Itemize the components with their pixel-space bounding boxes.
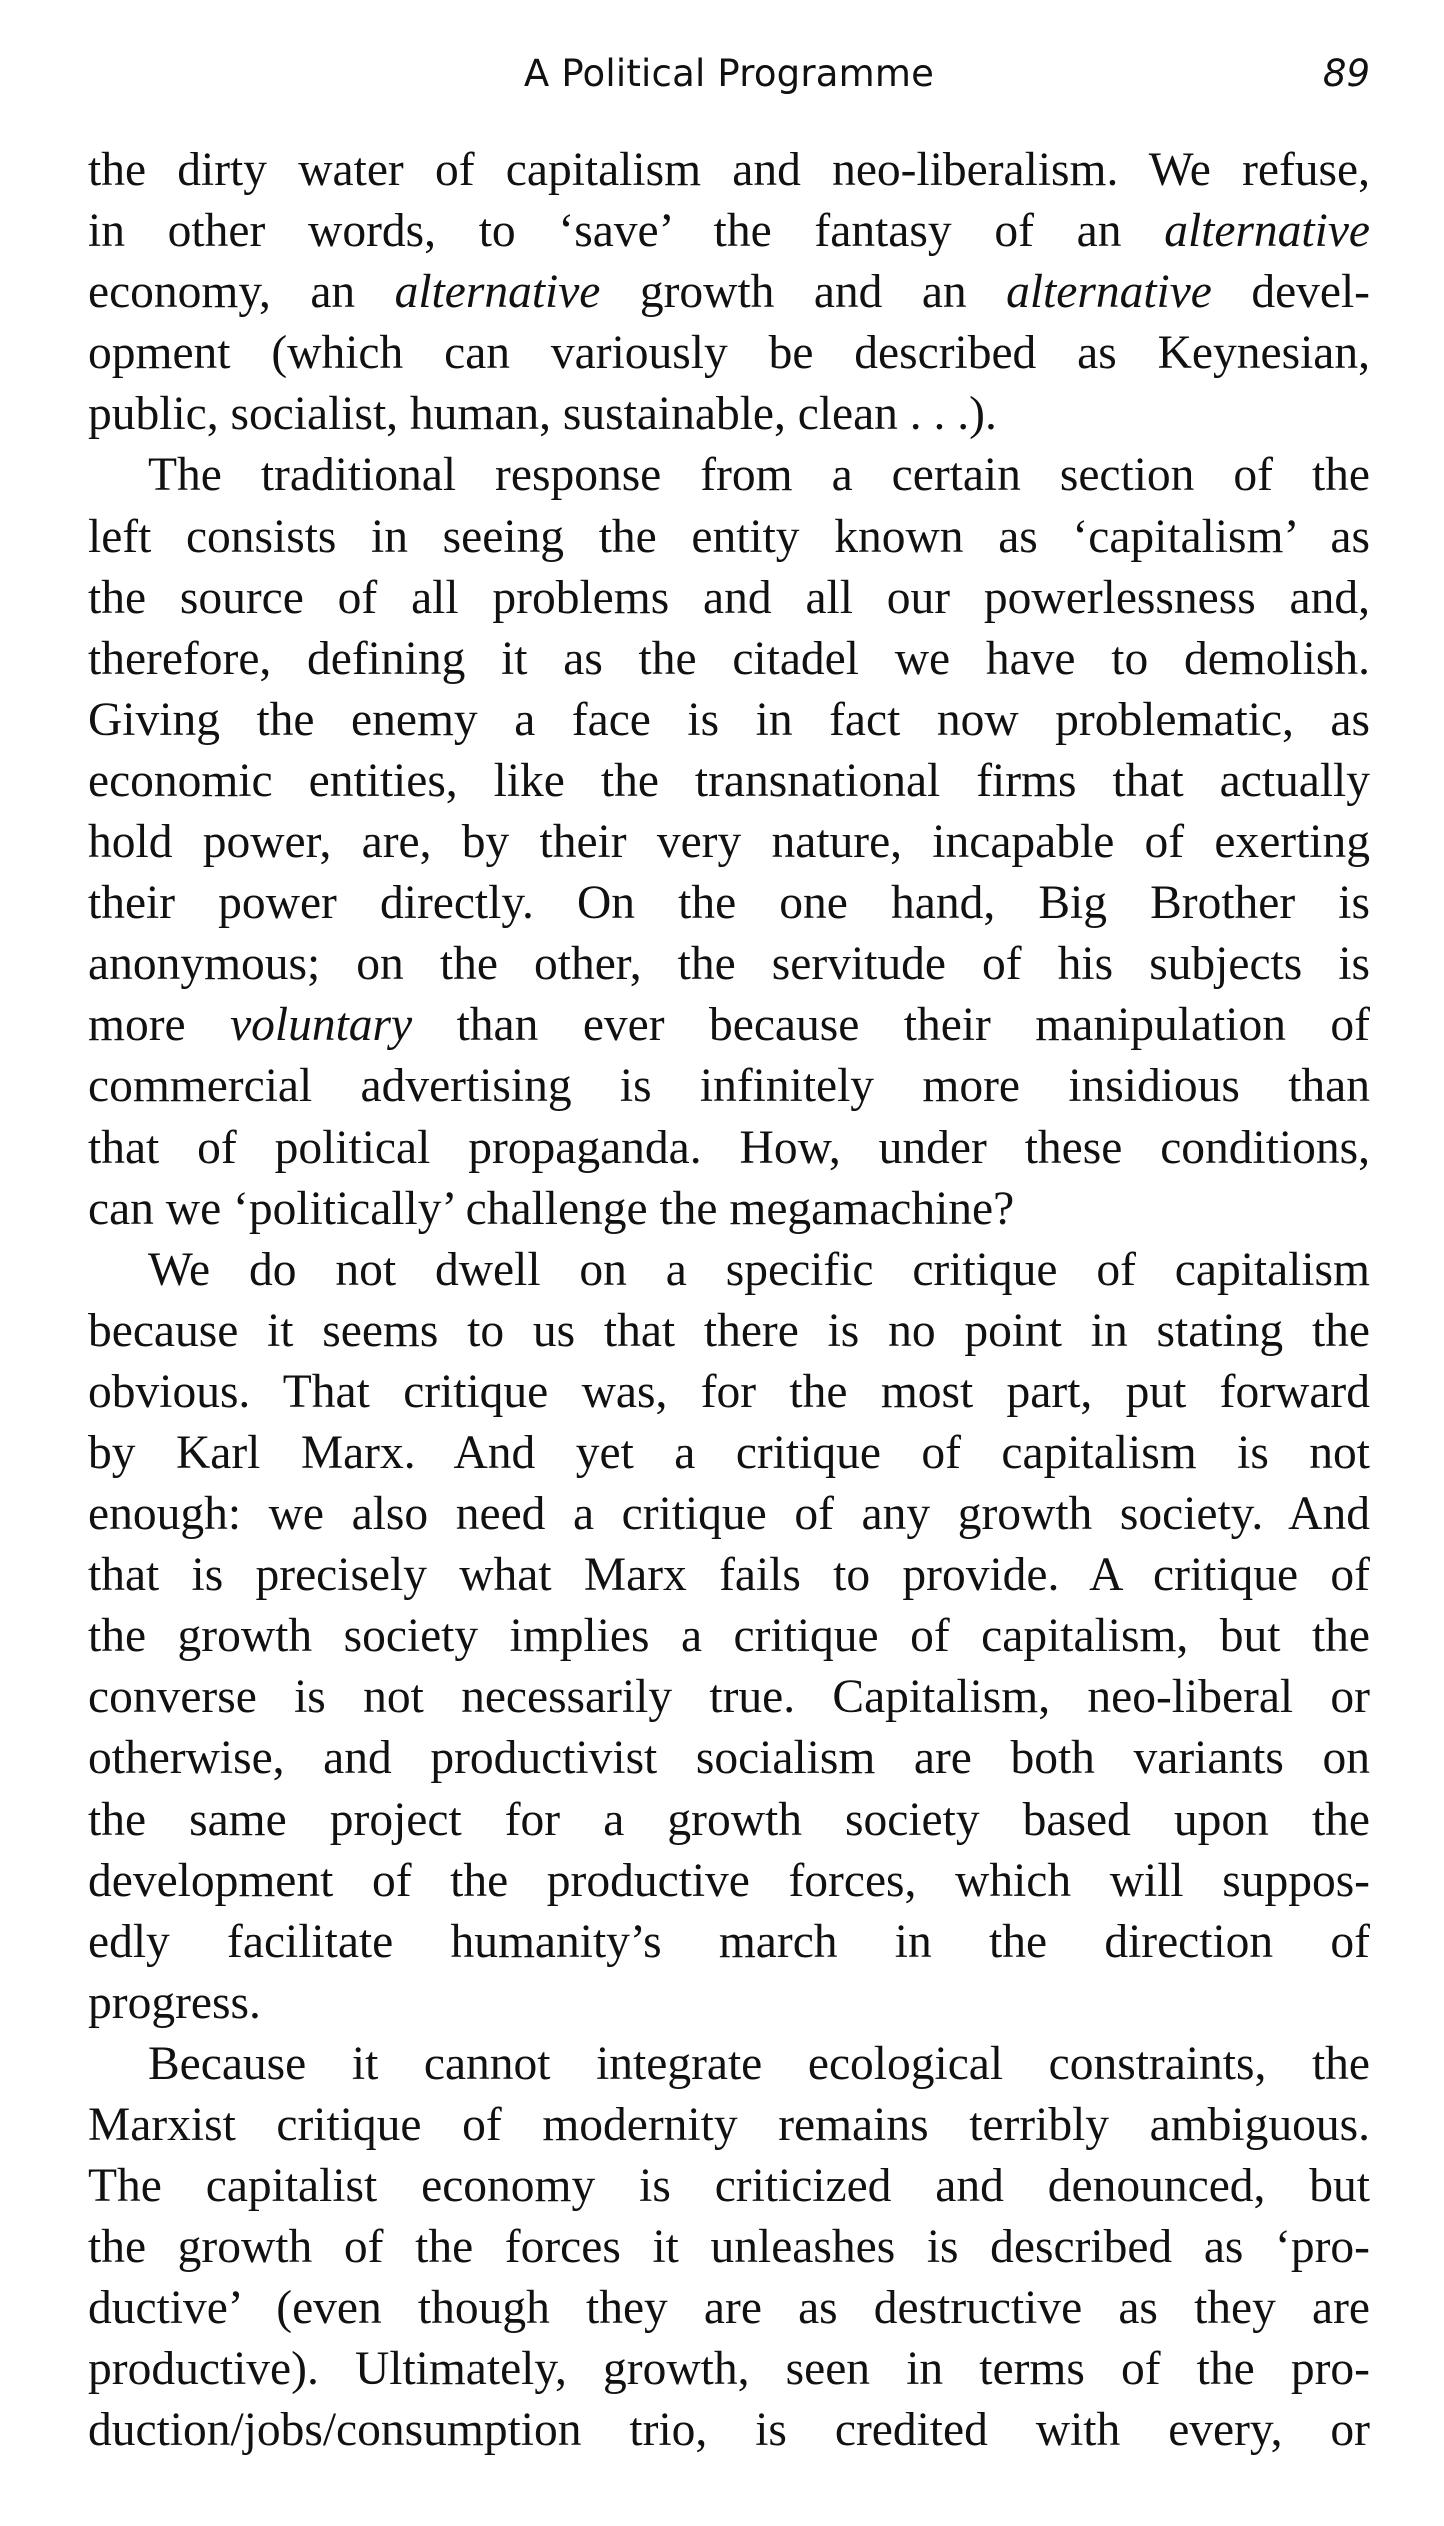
page-number: 89 xyxy=(1322,52,1370,95)
text-line xyxy=(88,2034,1370,2095)
text-line xyxy=(88,1423,1370,1484)
text-line xyxy=(88,934,1370,995)
text-line xyxy=(88,1362,1370,1423)
text-run: Because it cannot integrate ecological constraints, the xyxy=(148,2037,1370,2090)
text-line xyxy=(88,2217,1370,2278)
text-line xyxy=(88,1790,1370,1851)
text-line xyxy=(88,568,1370,629)
text-line xyxy=(88,1912,1370,1973)
paragraph xyxy=(88,2034,1370,2462)
text-run: obvious. That critique was, for the most part, put forward xyxy=(88,1365,1370,1418)
running-head xyxy=(88,52,1370,112)
text-run: commercial advertising is infinitely more insidious than xyxy=(88,1060,1370,1113)
text-run: hold power, are, by their very nature, incapable of exerting xyxy=(88,816,1370,869)
italic-text: alternative xyxy=(1164,205,1370,258)
text-line xyxy=(88,629,1370,690)
text-line xyxy=(88,812,1370,873)
text-run: economy, an xyxy=(88,266,395,319)
text-run: their power directly. On the one hand, Big Brother is xyxy=(88,877,1370,930)
text-run: economic entities, like the transnational firms that actually xyxy=(88,754,1370,807)
text-line xyxy=(88,1606,1370,1667)
text-run: anonymous; on the other, the servitude of his subjects is xyxy=(88,938,1370,991)
text-line xyxy=(88,2339,1370,2400)
text-line xyxy=(88,1240,1370,1301)
text-line xyxy=(88,1179,1370,1240)
italic-text: alternative xyxy=(394,266,601,319)
text-run: The capitalist economy is criticized and denounced, but xyxy=(88,2160,1370,2213)
text-line xyxy=(88,2400,1370,2461)
text-run: because it seems to us that there is no point in stating the xyxy=(88,1304,1370,1357)
paragraph xyxy=(88,445,1370,1239)
text-line xyxy=(88,445,1370,506)
text-run: opment (which can variously be described as Keynesian, xyxy=(88,327,1370,380)
text-line xyxy=(88,690,1370,751)
text-run: in other words, to ‘save’ the fantasy of an xyxy=(88,205,1165,258)
italic-text: alternative xyxy=(1006,266,1212,319)
text-line xyxy=(88,201,1370,262)
text-run: growth and an xyxy=(600,266,1007,319)
text-line xyxy=(88,1667,1370,1728)
text-line xyxy=(88,140,1370,201)
text-line xyxy=(88,384,1370,445)
text-run: more xyxy=(88,999,231,1052)
running-title: A Political Programme xyxy=(523,52,935,95)
text-line xyxy=(88,1301,1370,1362)
text-run: devel- xyxy=(1211,266,1371,319)
text-run: the growth society implies a critique of capitalism, but the xyxy=(88,1610,1370,1663)
text-line xyxy=(88,873,1370,934)
text-run: the dirty water of capitalism and neo-liberalism. We refuse, xyxy=(88,144,1370,196)
text-line xyxy=(88,323,1370,384)
text-run: the growth of the forces it unleashes is described as ‘pro- xyxy=(88,2221,1370,2274)
text-run: The traditional response from a certain section of the xyxy=(148,449,1370,502)
italic-text: voluntary xyxy=(230,999,413,1052)
text-line xyxy=(88,1545,1370,1606)
text-run: duction/jobs/consumption trio, is credited with every, or xyxy=(88,2404,1370,2457)
text-run: ductive’ (even though they are as destructive as they are xyxy=(88,2282,1370,2335)
text-run: converse is not necessarily true. Capitalism, neo-liberal or xyxy=(88,1671,1370,1724)
text-run: therefore, defining it as the citadel we have to demolish. xyxy=(88,632,1370,685)
text-line xyxy=(88,751,1370,812)
text-line xyxy=(88,2095,1370,2156)
text-run: edly facilitate humanity’s march in the direction of xyxy=(88,1915,1370,1968)
text-run: enough: we also need a critique of any growth society. And xyxy=(88,1488,1370,1541)
text-run: We do not dwell on a specific critique of capitalism xyxy=(148,1243,1370,1296)
paragraph xyxy=(88,1240,1370,2034)
text-run: left consists in seeing the entity known as ‘capitalism’ as xyxy=(88,510,1370,563)
text-run: Giving the enemy a face is in fact now problematic, as xyxy=(88,693,1370,746)
text-line xyxy=(88,1851,1370,1912)
text-line xyxy=(88,1118,1370,1179)
text-run: otherwise, and productivist socialism are both variants on xyxy=(88,1732,1370,1785)
text-line xyxy=(88,507,1370,568)
text-line xyxy=(88,262,1370,323)
text-run: can we ‘politically’ challenge the megamachine? xyxy=(88,1182,1015,1235)
text-run: that is precisely what Marx fails to provide. A critique of xyxy=(88,1549,1370,1602)
text-run: the source of all problems and all our powerlessness and, xyxy=(88,571,1370,624)
text-run: public, socialist, human, sustainable, clean . . .). xyxy=(88,388,997,441)
body-text xyxy=(88,140,1370,2462)
text-line xyxy=(88,2278,1370,2339)
text-run: Marxist critique of modernity remains terribly ambiguous. xyxy=(88,2099,1370,2151)
text-run: than ever because their manipulation of xyxy=(412,999,1370,1052)
text-line xyxy=(88,1484,1370,1545)
text-run: development of the productive forces, which will suppos- xyxy=(88,1854,1370,1907)
text-line xyxy=(88,1973,1370,2034)
text-run: that of political propaganda. How, under these conditions, xyxy=(88,1121,1370,1174)
text-run: productive). Ultimately, growth, seen in terms of the pro- xyxy=(88,2343,1370,2396)
text-line xyxy=(88,995,1370,1056)
paragraph xyxy=(88,140,1370,445)
text-run: the same project for a growth society based upon the xyxy=(88,1793,1370,1846)
text-line xyxy=(88,1056,1370,1117)
text-line xyxy=(88,1728,1370,1789)
text-run: progress. xyxy=(88,1976,261,2029)
text-run: by Karl Marx. And yet a critique of capitalism is not xyxy=(88,1426,1370,1479)
text-line xyxy=(88,2156,1370,2217)
